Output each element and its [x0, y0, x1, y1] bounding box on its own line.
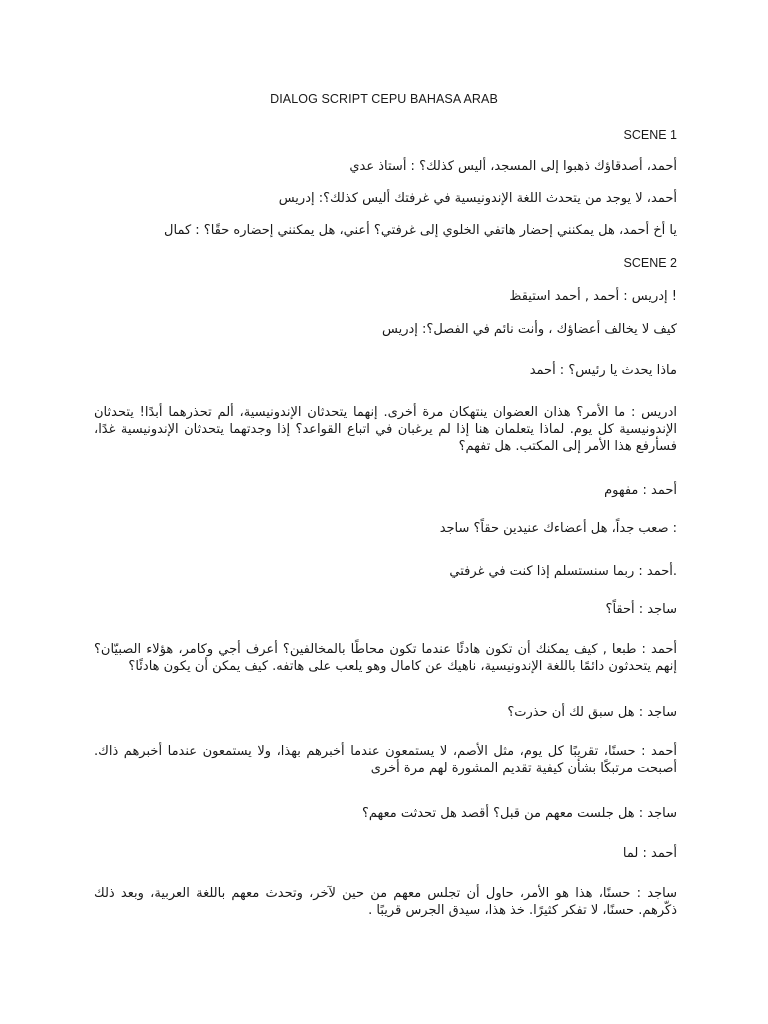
dialog-line: أحمد، لا يوجد من يتحدث اللغة الإندونيسية في غرفتك أليس كذلك؟: إدريس — [278, 191, 677, 206]
dialog-paragraph: أحمد : طبعا , كيف يمكنك أن تكون هادئًا عندما تكون محاطًا بالمخالفين؟ أعرف أجي وكامر، هؤلاء الصبيّان؟ إنهم يتحدثون دائمًا باللغة الإندونيسية، ناهيك عن كامال وهو يلعب على هاتفه. كيف يمكن أن يكون هادئًا؟ — [94, 642, 677, 674]
dialog-line: ! إدريس : أحمد , أحمد استيقظ — [509, 289, 677, 304]
scene-1-heading: SCENE 1 — [623, 128, 677, 142]
dialog-line: أحمد : مفهوم — [604, 483, 677, 498]
dialog-line: ساجد : أحقاً؟ — [605, 602, 677, 617]
dialog-line: يا أخ أحمد، هل يمكنني إحضار هاتفي الخلوي إلى غرفتي؟ أعني، هل يمكنني إحضاره حقًا؟ : كمال — [164, 223, 677, 238]
dialog-paragraph: ساجد : حسنًا، هذا هو الأمر، حاول أن تجلس معهم من حين لآخر، وتحدث معهم باللغة العربية، وبعد ذلك ذكّرهم. حسنًا، لا تفكر كثيرًا. خذ هذا، سيدق الجرس قريبًا . — [94, 886, 677, 918]
document-title: DIALOG SCRIPT CEPU BAHASA ARAB — [270, 92, 498, 106]
dialog-paragraph: أحمد : حسنًا، تقريبًا كل يوم، مثل الأصم، لا يستمعون عندما أخبرهم بهذا، ولا يستمعون عندما أخبرهم ذاك. أصبحت مرتبكًا بشأن كيفية تقديم المشورة لهم مرة أخرى — [94, 744, 677, 776]
dialog-line: ماذا يحدث يا رئيس؟ : أحمد — [529, 363, 677, 378]
dialog-line: ساجد : هل جلست معهم من قبل؟ أقصد هل تحدثت معهم؟ — [361, 806, 677, 821]
dialog-line: ساجد : هل سبق لك أن حذرت؟ — [507, 705, 677, 720]
dialog-line: : صعب جداً، هل أعضاءك عنيدين حقاً؟ ساجد — [439, 521, 677, 536]
dialog-line: أحمد : لما — [622, 846, 677, 861]
scene-2-heading: SCENE 2 — [623, 256, 677, 270]
dialog-paragraph: ادريس : ما الأمر؟ هذان العضوان ينتهكان مرة أخرى. إنهما يتحدثان الإندونيسية، ألم تحذرهما أبدًا! يتحدثان الإندونيسية كل يوم. لماذا يتعلمان هنا إذا لم يرغبان في اتباع القواعد؟ إذا وجدتهما يتحدثان الإندونيسية غدًا، فسأرفع هذا الأمر إلى المكتب. هل تفهم؟ — [94, 405, 677, 454]
dialog-line: كيف لا يخالف أعضاؤك ، وأنت نائم في الفصل؟: إدريس — [382, 322, 677, 337]
dialog-line: أحمد، أصدقاؤك ذهبوا إلى المسجد، أليس كذلك؟ : أستاذ عدي — [349, 159, 677, 174]
dialog-line: .أحمد : ربما سنستسلم إذا كنت في غرفتي — [449, 564, 677, 579]
